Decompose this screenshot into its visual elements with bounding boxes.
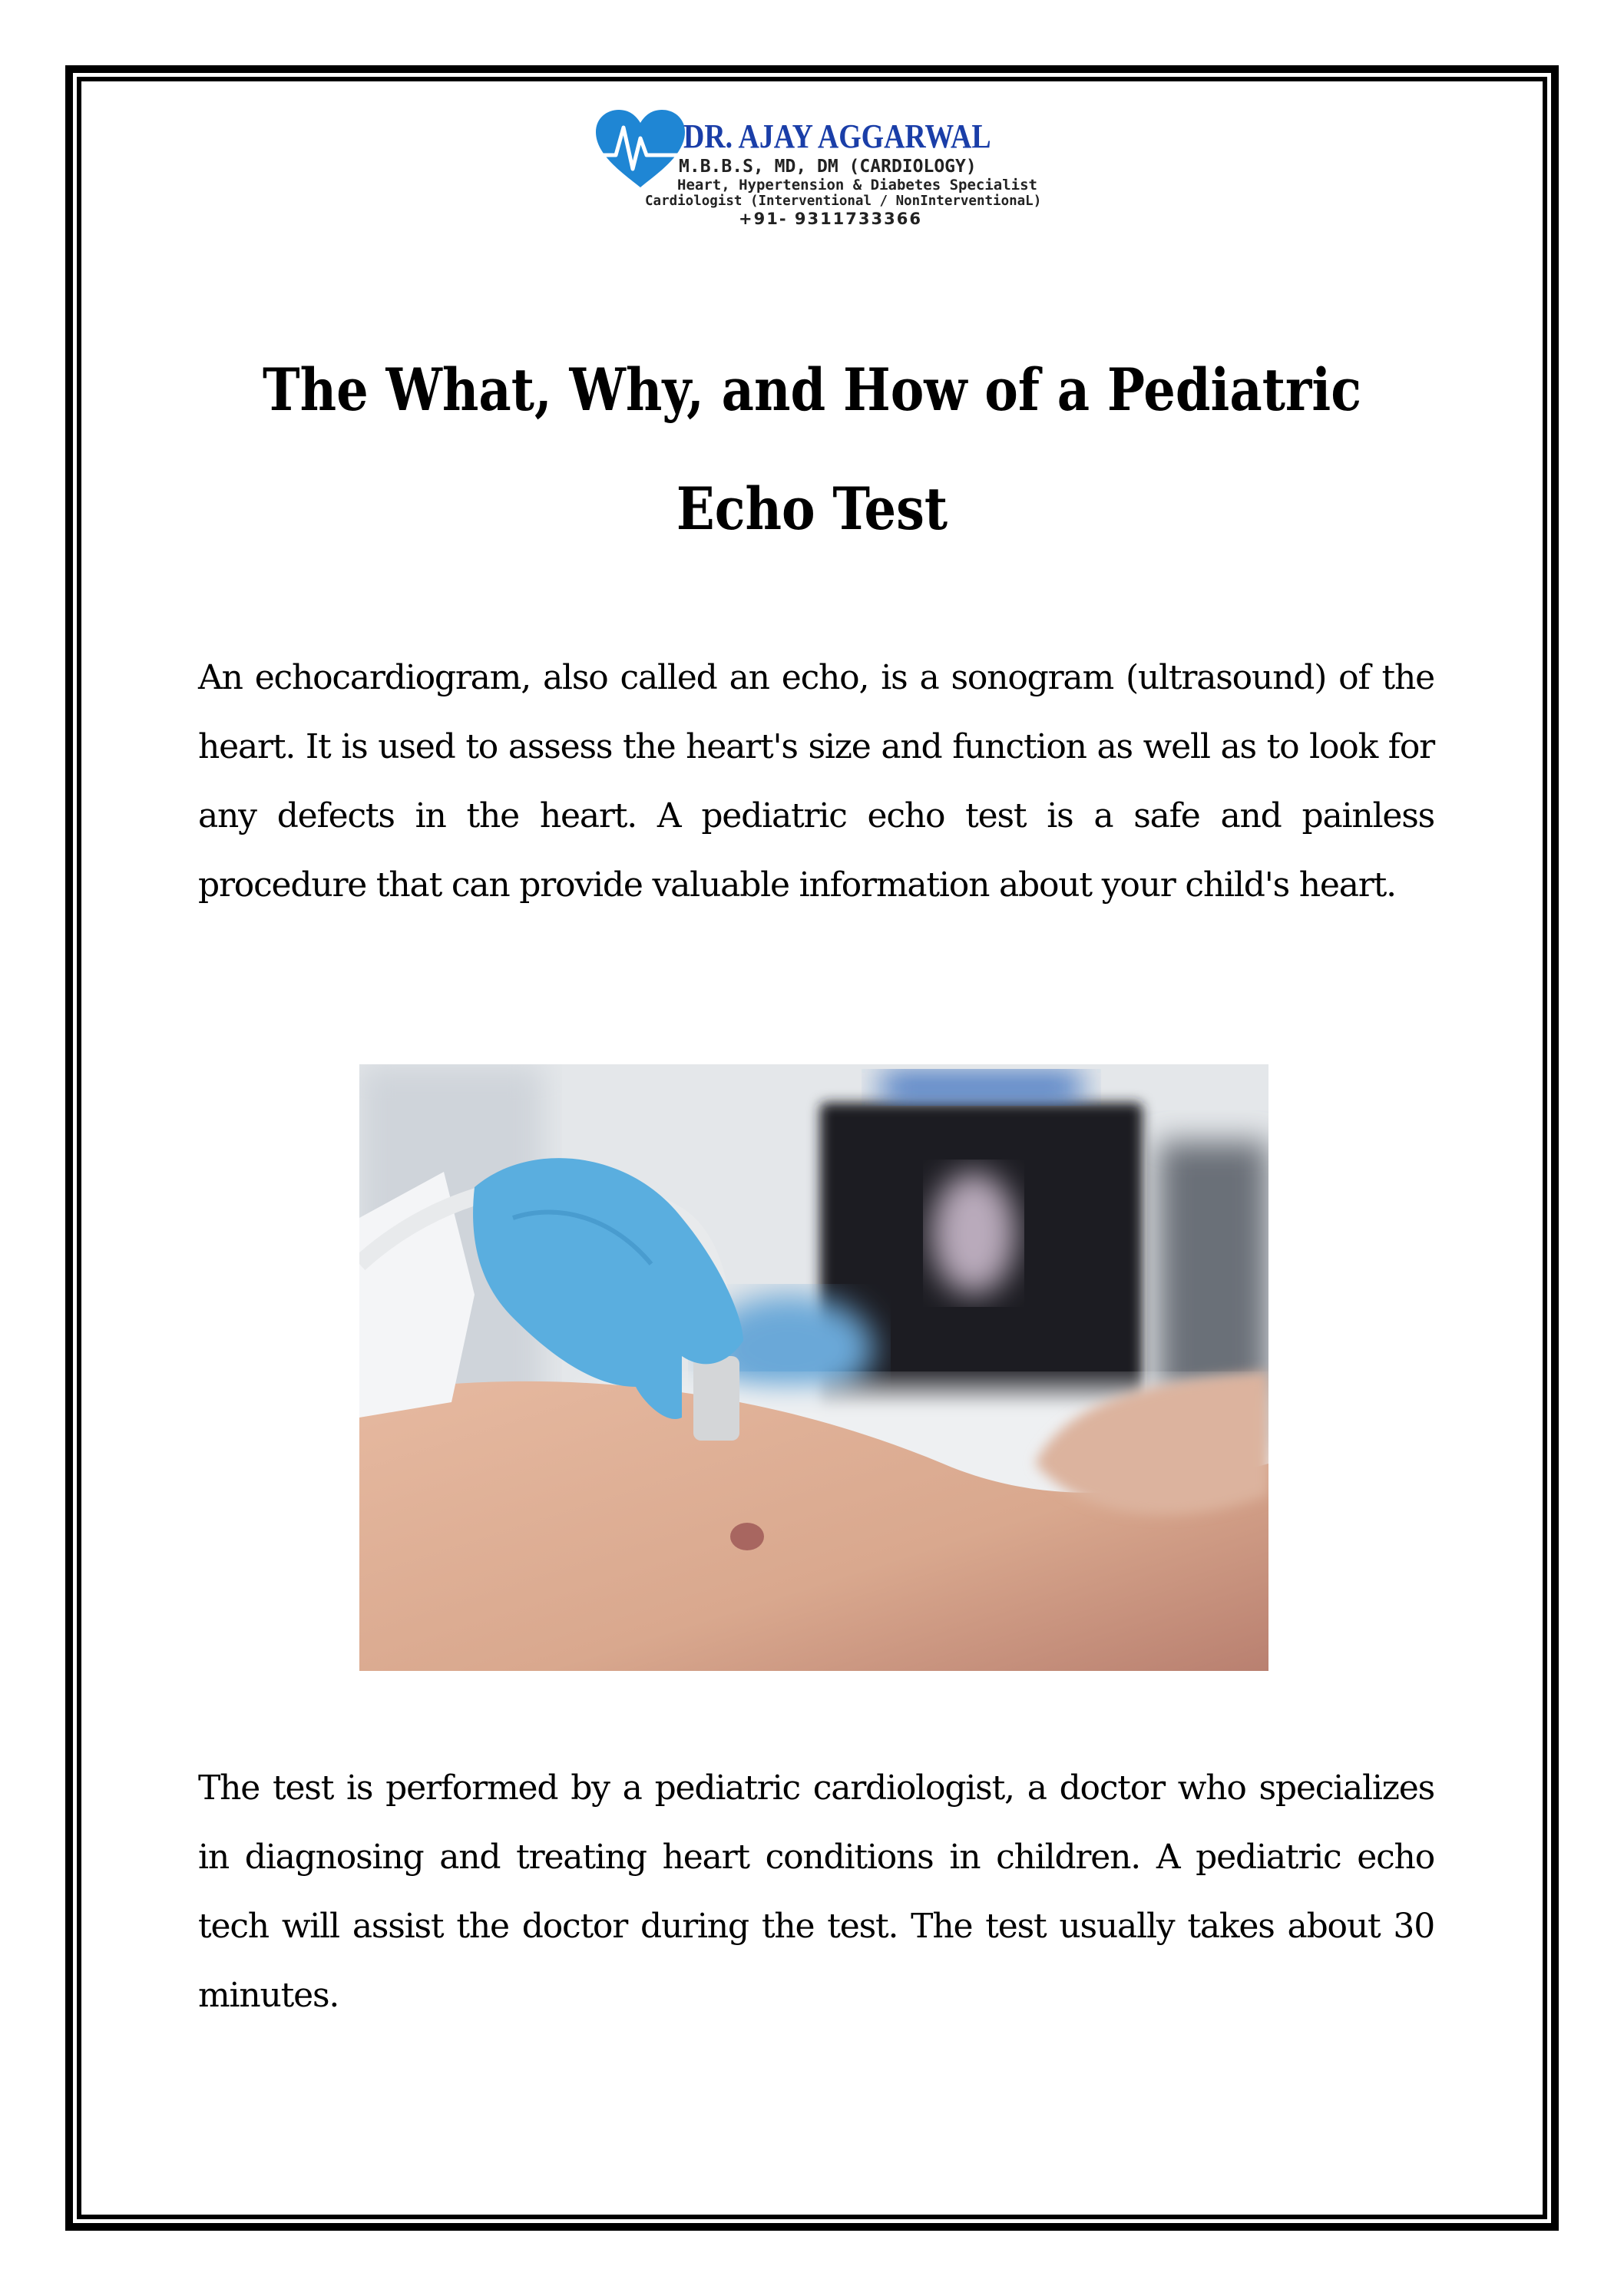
doctor-name: DR. AJAY AGGARWAL <box>683 117 991 155</box>
procedure-paragraph: The test is performed by a pediatric cardiologist, a doctor who specializes in diagnosing and treating heart conditions in children. A pediatric echo tech will assist the doctor during the test. The test usually takes about 30 minutes. <box>198 1768 1434 2015</box>
intro-paragraph: An echocardiogram, also called an echo, is a sonogram (ultrasound) of the heart. It is used to assess the heart's size and function as well as to look for any defects in the heart. A pediatric echo test is a safe and painless procedure that can provide valuable information about your child's heart. <box>198 658 1434 905</box>
doctor-specialty: Heart, Hypertension & Diabetes Specialist <box>677 177 1037 194</box>
echo-test-photo <box>359 1064 1268 1671</box>
clinic-logo <box>593 108 1053 230</box>
doctor-phone: +91- 9311733366 <box>739 210 922 228</box>
doctor-qualifications: M.B.B.S, MD, DM (CARDIOLOGY) <box>679 157 977 177</box>
heart-ecg-icon <box>593 108 689 192</box>
page-title-line2: Echo Test <box>676 475 948 543</box>
echo-scene-illustration <box>359 1064 1268 1671</box>
page-title-line1: The What, Why, and How of a Pediatric <box>262 356 1361 424</box>
doctor-role: Cardiologist (Interventional / NonInterventionaL) <box>645 194 1042 209</box>
